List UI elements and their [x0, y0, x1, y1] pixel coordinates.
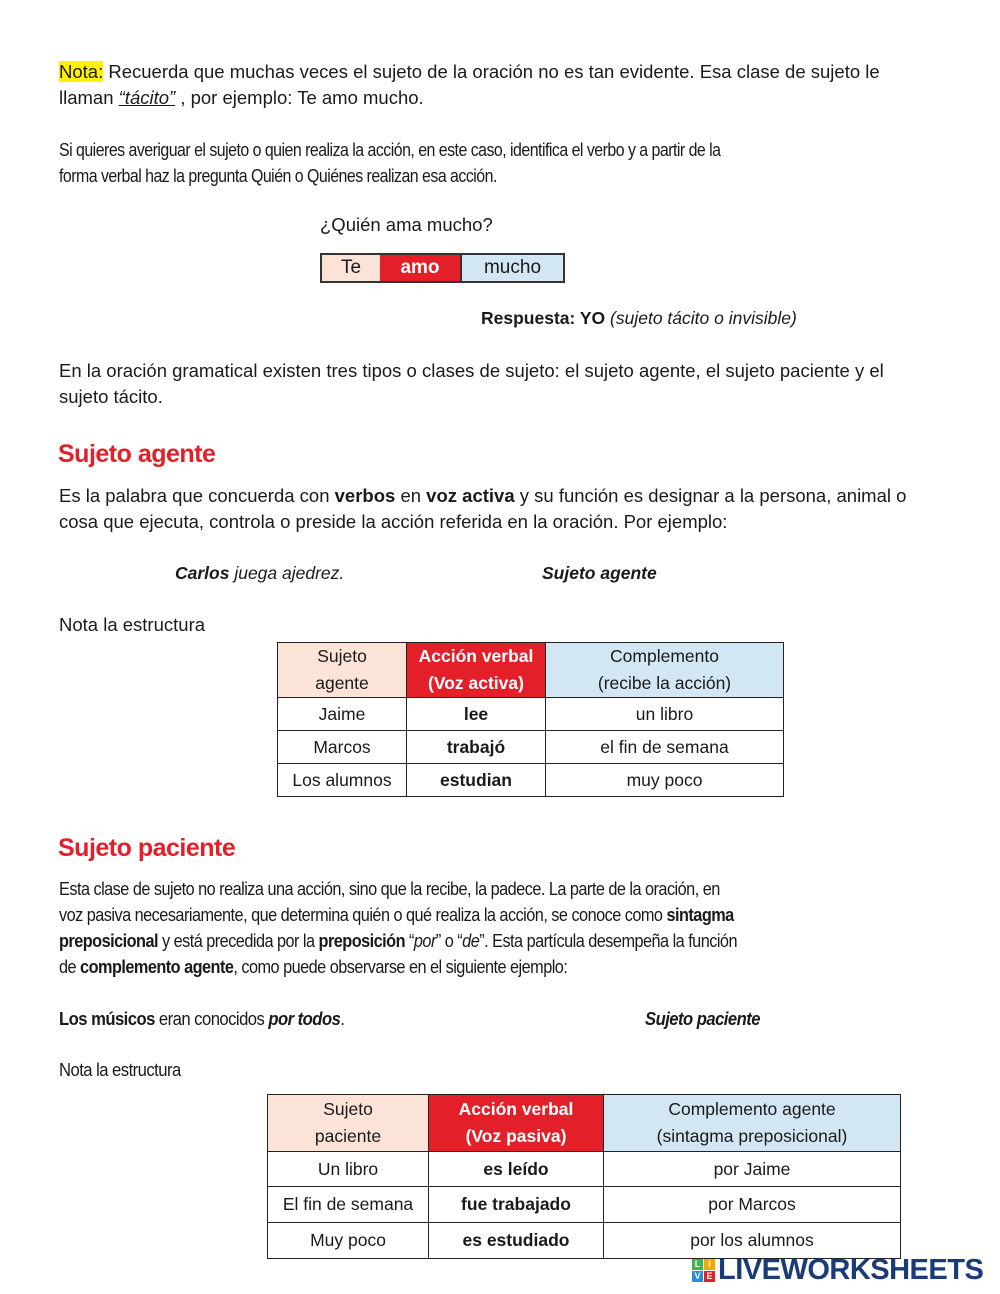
heading-sujeto-agente: Sujeto agente — [58, 440, 216, 468]
header-accion-verbal: Acción verbal (Voz activa) — [407, 643, 546, 698]
word-mucho: mucho — [460, 255, 563, 281]
types-paragraph: En la oración gramatical existen tres tipos o clases de sujeto: el sujeto agente, el sujeto paciente y el sujeto tácito. — [59, 360, 884, 407]
table-row: Un libro es leído por Jaime — [268, 1152, 901, 1187]
paciente-example: Los músicos eran conocidos por todos. — [59, 1008, 345, 1029]
paciente-definition: Esta clase de sujeto no realiza una acción, sino que la recibe, la padece. La parte de la oración, en voz pasiva necesariamente, que determina quién o qué realiza la acción, se conoce como sintagma preposicional y está precedida por la preposición “por” o “de”. Esta partícula desempeña la función de complemento agente, como puede observarse en el siguiente ejemplo: — [59, 878, 737, 977]
header-sujeto-agente: Sujeto agente — [278, 643, 407, 698]
paciente-structure-table — [267, 1094, 901, 1259]
agente-structure-label: Nota la estructura — [59, 614, 206, 635]
agente-definition: Es la palabra que concuerda con verbos en voz activa y su función es designar a la persona, animal o cosa que ejecuta, controla o preside la acción referida en la oración. Por ejemplo: — [59, 485, 907, 532]
table-row: Muy poco es estudiado por los alumnos — [268, 1223, 901, 1259]
live-tiles-icon: L I V E — [692, 1259, 715, 1282]
table-row: Los alumnos estudian muy poco — [278, 764, 784, 797]
header-accion-verbal: Acción verbal (Voz pasiva) — [429, 1095, 604, 1152]
agente-example-label: Sujeto agente — [542, 563, 657, 583]
header-complemento-agente: Complemento agente (sintagma preposicional) — [604, 1095, 901, 1152]
note-paragraph: Nota: Recuerda que muchas veces el sujeto de la oración no es tan evidente. Esa clase de sujeto le llaman “tácito” , por ejemplo: Te amo mucho. — [59, 61, 880, 108]
example-sentence-strip — [320, 253, 565, 283]
table-row: Marcos trabajó el fin de semana — [278, 731, 784, 764]
word-te: Te — [322, 255, 380, 281]
note-label: Nota: — [59, 61, 104, 82]
table-row: Jaime lee un libro — [278, 698, 784, 731]
word-amo: amo — [380, 255, 460, 281]
table-row: El fin de semana fue trabajado por Marcos — [268, 1187, 901, 1223]
tacito-term: “tácito” — [118, 87, 176, 108]
header-sujeto-paciente: Sujeto paciente — [268, 1095, 429, 1152]
instruction-paragraph: Si quieres averiguar el sujeto o quien realiza la acción, en este caso, identifica el verbo y a partir de la forma verbal haz la pregunta Quién o Quiénes realizan esa acción. — [59, 139, 721, 186]
paciente-example-label: Sujeto paciente — [645, 1008, 760, 1029]
example-question: ¿Quién ama mucho? — [320, 214, 493, 235]
heading-sujeto-paciente: Sujeto paciente — [58, 834, 236, 862]
liveworksheets-logo — [692, 1254, 983, 1287]
header-complemento: Complemento (recibe la acción) — [546, 643, 784, 698]
agente-example: Carlos juega ajedrez. — [175, 563, 345, 583]
agente-structure-table — [277, 642, 784, 797]
paciente-structure-label: Nota la estructura — [59, 1059, 181, 1080]
example-answer: Respuesta: YO (sujeto tácito o invisible) — [481, 308, 797, 328]
logo-text: LIVEWORKSHEETS — [718, 1254, 984, 1286]
